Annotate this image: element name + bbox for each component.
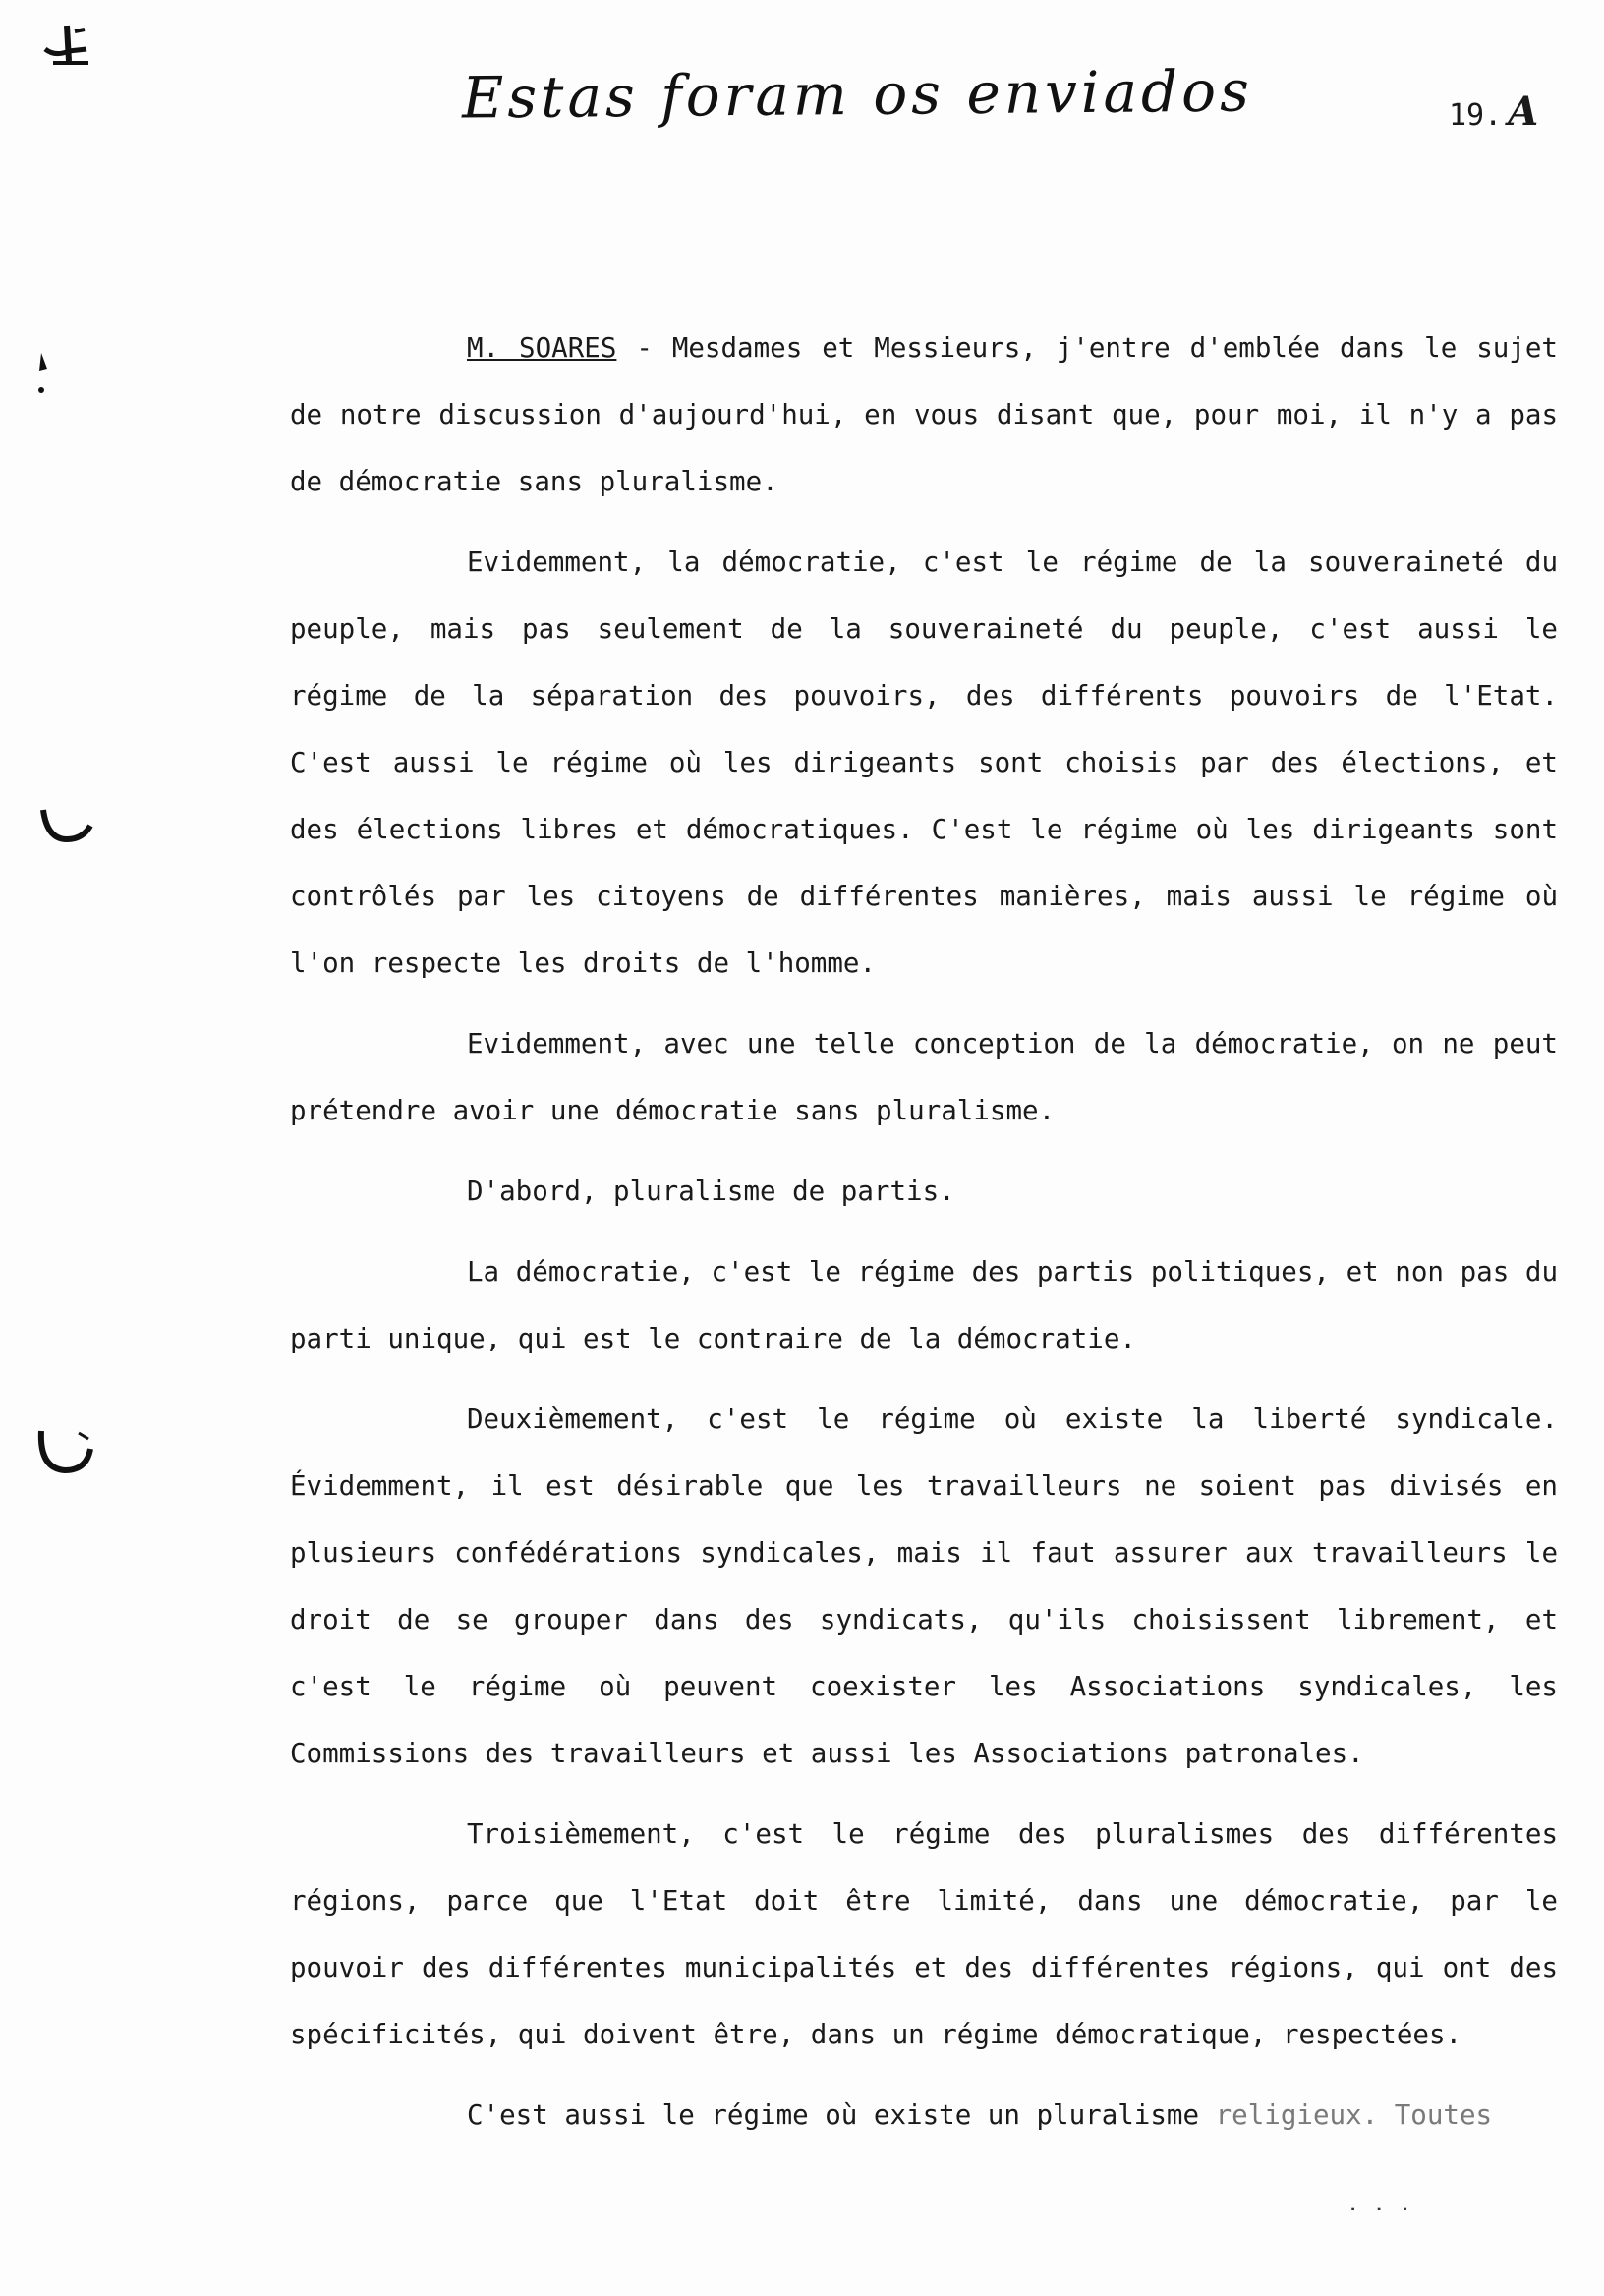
paragraph: Evidemment, la démocratie, c'est le régime de la souveraineté du peuple, mais pas seulement de la souveraineté du peuple, c'est aussi le régime de la séparation des pouvoirs, des différents pouvoirs de l'Etat. C'est aussi le régime où les dirigeants sont choisis par des élections, et des élections libres et démocratiques. C'est le régime où les dirigeants sont contrôlés par les citoyens de différentes manières, mais aussi le régime où l'on respecte les droits de l'homme. — [290, 546, 1558, 979]
continuation-marker: . . . — [1346, 2192, 1412, 2216]
paragraph — [290, 315, 1558, 515]
binding-hole-mark — [39, 806, 94, 845]
paragraph: Deuxièmement, c'est le régime où existe la liberté syndicale. Évidemment, il est désirable que les travailleurs ne soient pas divisés en plusieurs confédérations syndicales, mais il faut assurer aux travailleurs le droit de se grouper dans des syndicats, qu'ils choisissent librement, et c'est le régime où peuvent coexister les Associations syndicales, les Commissions des travailleurs et aussi les Associations patronales. — [290, 1404, 1558, 1769]
faded-text: religieux. Toutes — [1215, 2099, 1493, 2131]
paragraph: Troisièmement, c'est le régime des pluralismes des différentes régions, parce que l'Etat doit être limité, dans une démocratie, par le pouvoir des différentes municipalités et des différentes régions, qui ont des spécificités, qui doivent être, dans un régime démocratique, respectées. — [290, 1818, 1558, 2050]
corner-handwritten-mark — [39, 20, 94, 67]
paragraph: Evidemment, avec une telle conception de la démocratie, on ne peut prétendre avoir une démocratie sans pluralisme. — [290, 1028, 1558, 1126]
page-number-value: 19. — [1449, 98, 1503, 133]
paragraph-text: - Mesdames et Messieurs, j'entre d'emblée dans le sujet de notre discussion d'aujourd'hui, en vous disant que, pour moi, il n'y a pas de démocratie sans pluralisme. — [290, 332, 1558, 497]
handwritten-annotation: Estas foram os enviados — [461, 57, 1254, 132]
page-number-suffix: A — [1508, 88, 1539, 135]
speaker-name: M. SOARES — [467, 332, 617, 364]
paragraph: La démocratie, c'est le régime des partis politiques, et non pas du parti unique, qui est le contraire de la démocratie. — [290, 1256, 1558, 1354]
paragraph-text: C'est aussi le régime où existe un pluralisme — [467, 2099, 1216, 2131]
binding-hole-mark — [35, 1425, 94, 1480]
paragraph: D'abord, pluralisme de partis. — [467, 1176, 955, 1207]
paragraph — [290, 2082, 1558, 2149]
margin-dot-mark — [33, 349, 53, 398]
speech-transcript — [290, 315, 1558, 2162]
page-number — [1449, 88, 1538, 135]
